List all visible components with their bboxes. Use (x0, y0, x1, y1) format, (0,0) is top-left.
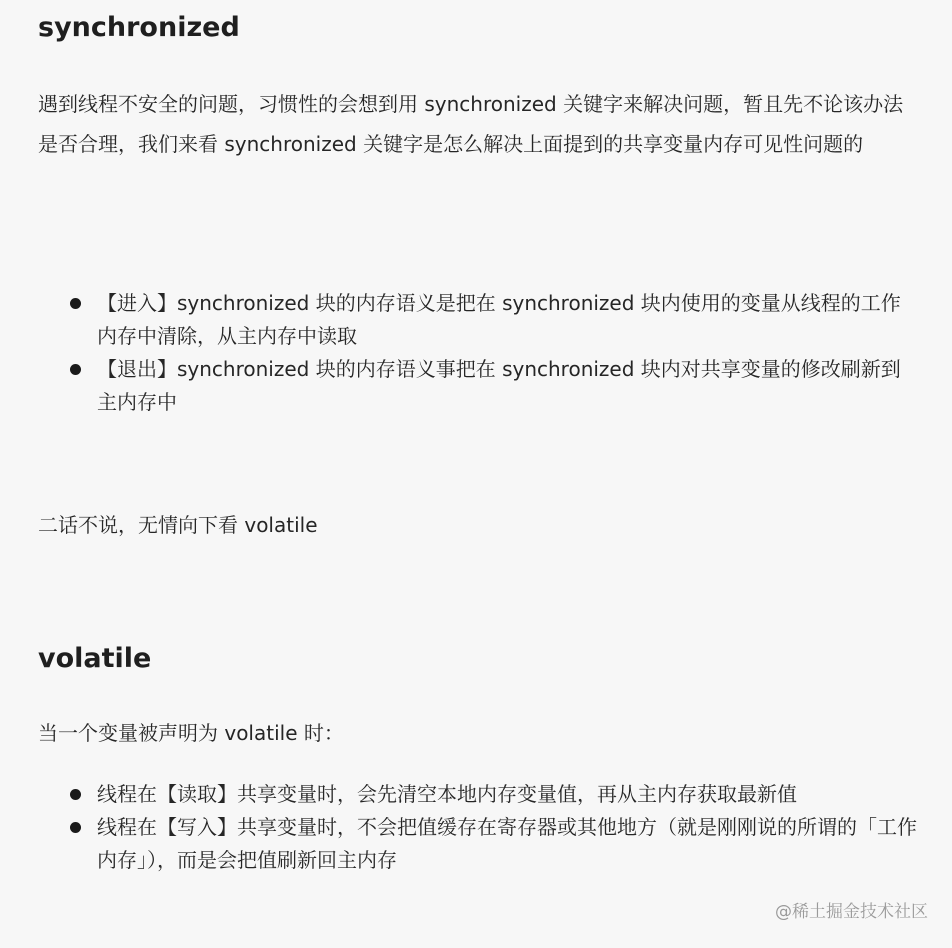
list-item (0, 811, 917, 877)
list-item-text: 【退出】synchronized 块的内存语义事把在 synchronized 块内对共享变量的修改刷新到主内存中 (97, 357, 901, 414)
list-item-text: 线程在【读取】共享变量时，会先清空本地内存变量值，再从主内存获取最新值 (97, 782, 797, 806)
bullet-icon (70, 298, 81, 309)
volatile-intro-paragraph: 当一个变量被声明为 volatile 时： (38, 721, 344, 745)
volatile-bullet-list (0, 778, 952, 877)
bullet-icon (70, 789, 81, 800)
bullet-icon (70, 364, 81, 375)
section-heading-volatile: volatile (38, 643, 152, 674)
watermark-label: @稀土掘金技术社区 (775, 902, 928, 922)
list-item (0, 778, 917, 811)
synchronized-bullet-list (0, 287, 952, 419)
section-heading-synchronized: synchronized (38, 12, 240, 43)
list-item-text: 线程在【写入】共享变量时，不会把值缓存在寄存器或其他地方（就是刚刚说的所谓的「工作内存」），而是会把值刷新回主内存 (97, 815, 917, 872)
synchronized-intro-paragraph: 遇到线程不安全的问题，习惯性的会想到用 synchronized 关键字来解决问题，暂且先不论该办法是否合理，我们来看 synchronized 关键字是怎么解决上面提到的共享变量内存可见性问题的 (38, 92, 904, 156)
list-item-text: 【进入】synchronized 块的内存语义是把在 synchronized 块内使用的变量从线程的工作内存中清除，从主内存中读取 (97, 291, 901, 348)
transition-paragraph: 二话不说，无情向下看 volatile (38, 513, 318, 537)
bullet-icon (70, 822, 81, 833)
list-item (0, 353, 917, 419)
list-item (0, 287, 917, 353)
